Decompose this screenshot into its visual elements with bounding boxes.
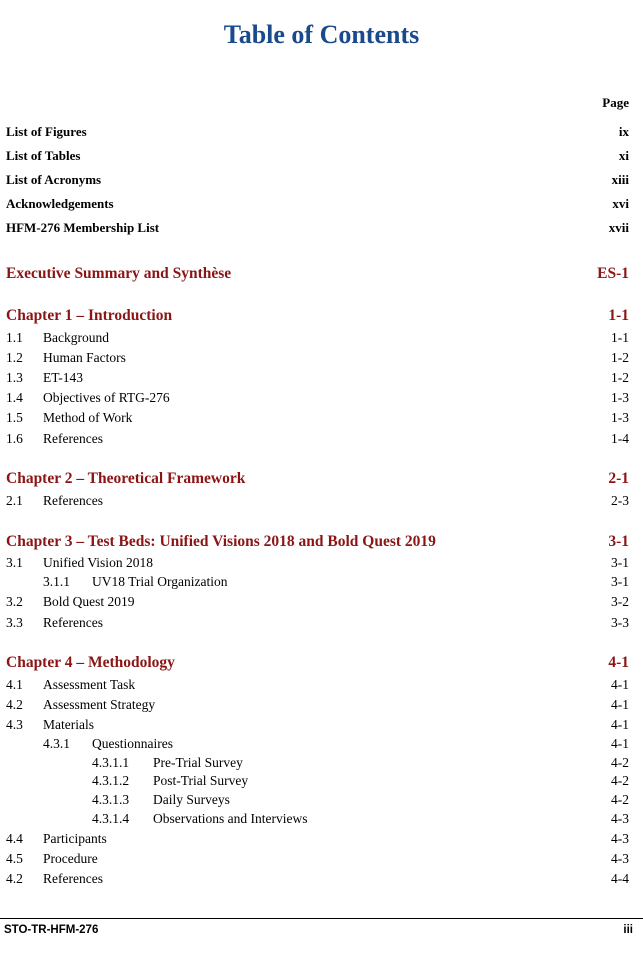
footer-divider (0, 918, 643, 919)
toc-entry-list-of-tables[interactable] (6, 148, 629, 166)
section-number: 4.4 (6, 831, 23, 846)
toc-chapter-page: ES-1 (597, 265, 629, 282)
toc-section[interactable] (6, 555, 629, 573)
section-title: UV18 Trial Organization (92, 574, 228, 589)
section-page: 3-1 (611, 574, 629, 589)
footer-document-id: STO-TR-HFM-276 (4, 924, 99, 936)
toc-entry-list-of-figures[interactable] (6, 124, 629, 142)
page-column-heading: Page (602, 95, 629, 110)
toc-entry-label: List of Acronyms (6, 172, 102, 187)
toc-entry-page: xiii (611, 172, 629, 187)
toc-chapter-page: 2-1 (608, 470, 629, 487)
section-number: 4.3.1.3 (92, 792, 130, 807)
toc-section[interactable] (6, 615, 629, 633)
toc-section[interactable] (6, 350, 629, 368)
toc-subsubsection[interactable] (6, 755, 629, 773)
section-page: 4-2 (611, 792, 629, 807)
toc-chapter-page: 4-1 (608, 654, 629, 671)
toc-entry-page: xi (618, 148, 629, 163)
toc-subsection[interactable] (6, 574, 629, 592)
section-page: 3-3 (611, 615, 629, 630)
toc-executive-summary[interactable] (6, 265, 629, 287)
toc-chapter-1[interactable] (6, 307, 629, 329)
toc-entry-page: xvi (612, 196, 629, 211)
section-title: References (43, 871, 103, 886)
section-title: Background (43, 330, 109, 345)
section-number: 3.1.1 (43, 574, 70, 589)
section-number: 4.2 (6, 697, 23, 712)
toc-chapter-title: Executive Summary and Synthèse (6, 265, 232, 282)
section-title: Assessment Task (43, 677, 136, 692)
section-title: Bold Quest 2019 (43, 594, 135, 609)
section-page: 1-3 (611, 390, 629, 405)
toc-chapter-title: Chapter 1 – Introduction (6, 307, 173, 324)
section-number: 4.2 (6, 871, 23, 886)
toc-chapter-3[interactable] (6, 533, 629, 555)
section-number: 4.1 (6, 677, 23, 692)
section-number: 4.3.1 (43, 736, 70, 751)
section-number: 1.3 (6, 370, 23, 385)
section-page: 2-3 (611, 493, 629, 508)
toc-section[interactable] (6, 330, 629, 348)
section-page: 4-4 (611, 871, 629, 886)
toc-section[interactable] (6, 390, 629, 408)
section-title: References (43, 615, 103, 630)
toc-entry-label: Acknowledgements (6, 196, 114, 211)
section-title: Observations and Interviews (153, 811, 308, 826)
section-number: 2.1 (6, 493, 23, 508)
section-page: 1-1 (611, 330, 629, 345)
section-number: 3.1 (6, 555, 23, 570)
toc-chapter-title: Chapter 3 – Test Beds: Unified Visions 2018 and Bold Quest 2019 (6, 533, 436, 550)
toc-section[interactable] (6, 851, 629, 869)
section-page: 4-1 (611, 736, 629, 751)
toc-chapter-page: 3-1 (608, 533, 629, 550)
toc-entry-page: xvii (608, 220, 629, 235)
section-title: Human Factors (43, 350, 126, 365)
section-page: 1-3 (611, 410, 629, 425)
toc-section[interactable] (6, 831, 629, 849)
section-title: Daily Surveys (153, 792, 230, 807)
section-page: 4-2 (611, 755, 629, 770)
section-number: 1.2 (6, 350, 23, 365)
toc-entry-label: List of Figures (6, 124, 87, 139)
section-page: 4-3 (611, 831, 629, 846)
toc-section[interactable] (6, 677, 629, 695)
section-title: References (43, 431, 103, 446)
toc-entry-list-of-acronyms[interactable] (6, 172, 629, 190)
section-page: 4-1 (611, 717, 629, 732)
toc-section[interactable] (6, 410, 629, 428)
toc-section[interactable] (6, 431, 629, 449)
section-number: 1.5 (6, 410, 23, 425)
section-title: Unified Vision 2018 (43, 555, 153, 570)
section-number: 3.2 (6, 594, 23, 609)
section-title: Post-Trial Survey (153, 773, 249, 788)
section-title: Method of Work (43, 410, 133, 425)
section-title: Pre-Trial Survey (153, 755, 243, 770)
section-number: 3.3 (6, 615, 23, 630)
toc-section[interactable] (6, 370, 629, 388)
section-number: 1.4 (6, 390, 23, 405)
toc-chapter-page: 1-1 (608, 307, 629, 324)
section-page: 1-2 (611, 370, 629, 385)
section-page: 4-3 (611, 811, 629, 826)
toc-chapter-title: Chapter 2 – Theoretical Framework (6, 470, 246, 487)
section-page: 4-1 (611, 677, 629, 692)
section-title: Procedure (43, 851, 98, 866)
section-title: References (43, 493, 103, 508)
section-title: Assessment Strategy (43, 697, 156, 712)
toc-section[interactable] (6, 493, 629, 511)
toc-subsubsection[interactable] (6, 773, 629, 791)
toc-entry-page: ix (618, 124, 629, 139)
toc-subsection[interactable] (6, 736, 629, 754)
section-number: 1.6 (6, 431, 23, 446)
section-number: 4.5 (6, 851, 23, 866)
footer-page-number: iii (623, 924, 633, 936)
section-page: 3-2 (611, 594, 629, 609)
section-number: 1.1 (6, 330, 23, 345)
toc-section[interactable] (6, 594, 629, 612)
section-page: 4-3 (611, 851, 629, 866)
section-page: 1-2 (611, 350, 629, 365)
section-page: 4-2 (611, 773, 629, 788)
toc-entry-membership-list[interactable] (6, 220, 629, 238)
toc-chapter-4[interactable] (6, 654, 629, 676)
toc-subsubsection[interactable] (6, 811, 629, 829)
toc-subsubsection[interactable] (6, 792, 629, 810)
page-title: Table of Contents (223, 20, 420, 49)
section-page: 4-1 (611, 697, 629, 712)
toc-section[interactable] (6, 871, 629, 889)
section-page: 3-1 (611, 555, 629, 570)
section-number: 4.3.1.1 (92, 755, 130, 770)
section-title: Participants (43, 831, 107, 846)
toc-entry-label: HFM-276 Membership List (6, 220, 160, 235)
toc-section[interactable] (6, 697, 629, 715)
toc-entry-acknowledgements[interactable] (6, 196, 629, 214)
section-title: Materials (43, 717, 94, 732)
section-number: 4.3.1.4 (92, 811, 130, 826)
toc-chapter-2[interactable] (6, 470, 629, 492)
section-number: 4.3 (6, 717, 23, 732)
section-page: 1-4 (611, 431, 629, 446)
section-title: ET-143 (43, 370, 83, 385)
section-title: Objectives of RTG-276 (43, 390, 170, 405)
toc-section[interactable] (6, 717, 629, 735)
section-number: 4.3.1.2 (92, 773, 130, 788)
toc-chapter-title: Chapter 4 – Methodology (6, 654, 175, 671)
toc-entry-label: List of Tables (6, 148, 81, 163)
section-title: Questionnaires (92, 736, 173, 751)
